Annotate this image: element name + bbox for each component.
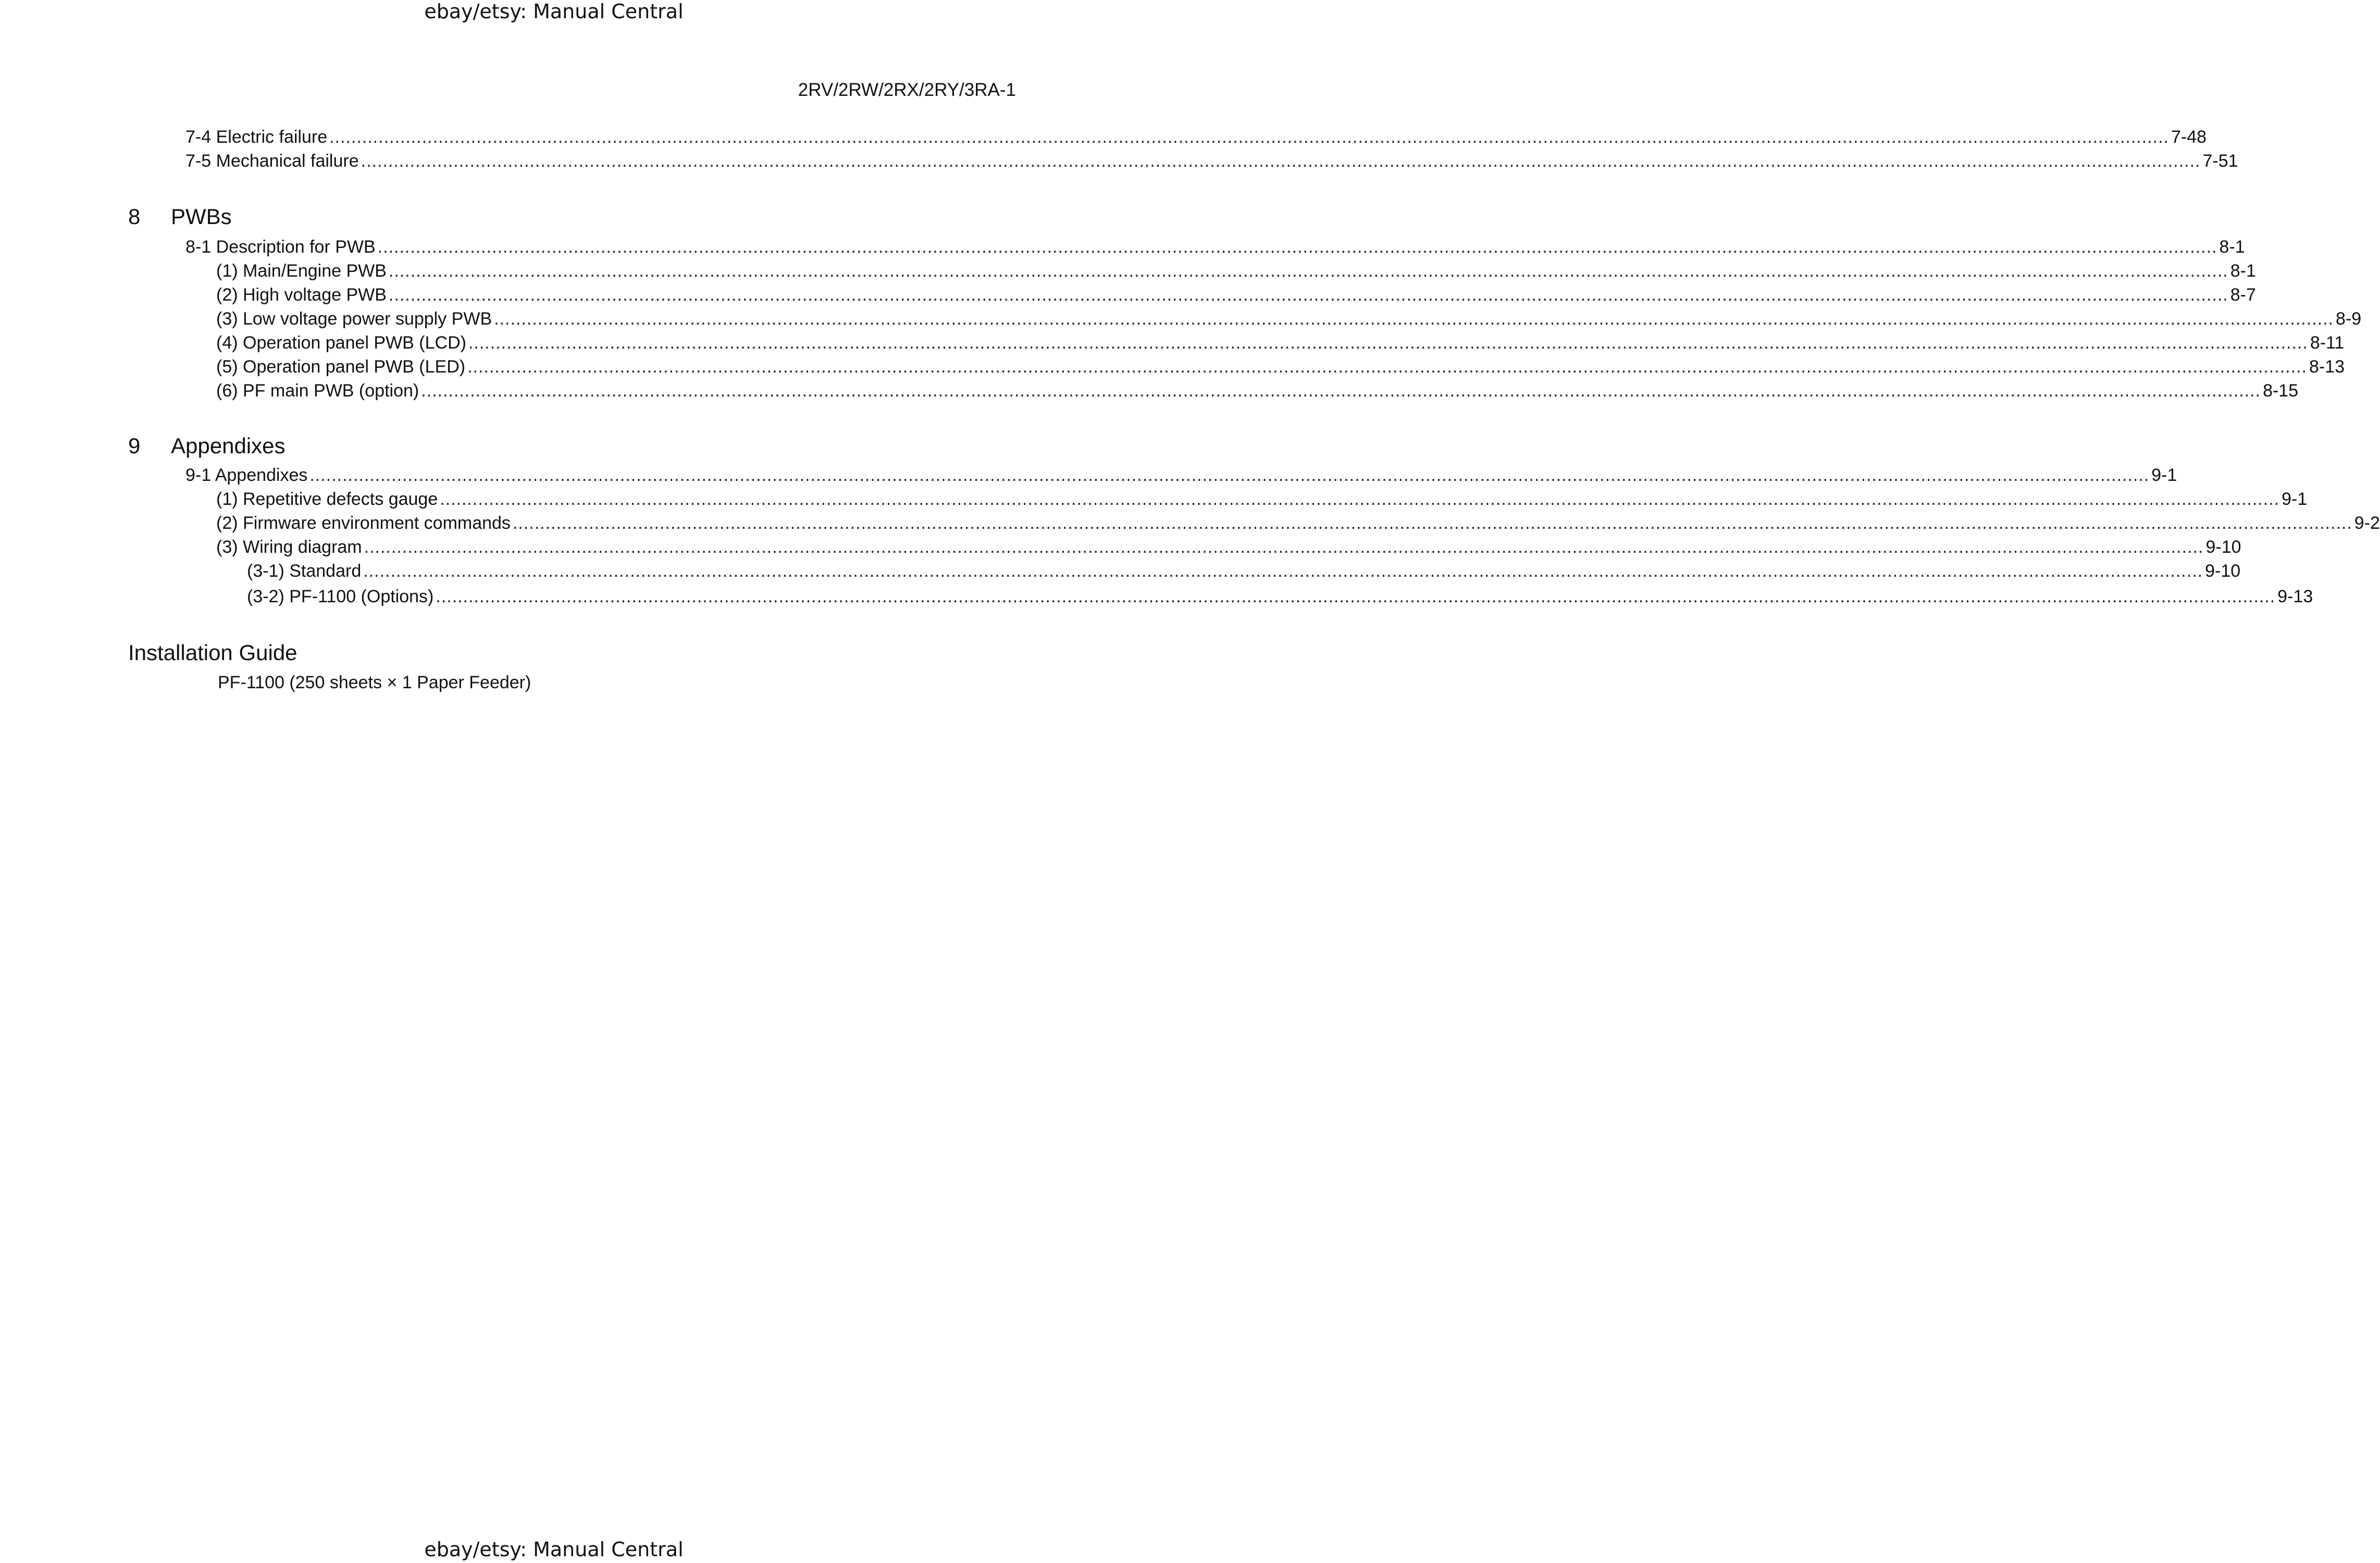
toc-entry[interactable]: [216, 259, 2256, 283]
toc-entry[interactable]: [185, 125, 2207, 149]
chapter-title: PWBs: [171, 204, 232, 229]
dot-leader: ..................................................................................................................................................................................................................................................................................................................................................: [364, 537, 2204, 557]
toc-entry[interactable]: [216, 331, 2345, 355]
toc-entry-title: 7-4 Electric failure: [185, 127, 328, 147]
toc-entry[interactable]: [216, 511, 2380, 535]
dot-leader: ..................................................................................................................................................................................................................................................................................................................................................: [377, 237, 2217, 257]
installation-guide-item[interactable]: PF-1100 (250 sheets × 1 Paper Feeder): [218, 673, 531, 692]
toc-entry[interactable]: [216, 355, 2345, 379]
chapter-heading-9[interactable]: [128, 431, 286, 461]
watermark-top: ebay/etsy: Manual Central: [424, 0, 684, 23]
document-code: 2RV/2RW/2RX/2RY/3RA-1: [798, 80, 1016, 100]
dot-leader: ..................................................................................................................................................................................................................................................................................................................................................: [512, 513, 2352, 533]
toc-entry-title: (3-1) Standard: [247, 561, 362, 581]
dot-leader: ..................................................................................................................................................................................................................................................................................................................................................: [440, 489, 2280, 509]
toc-entry-page: 9-10: [2205, 561, 2241, 581]
toc-entry-page: 8-1: [2219, 237, 2245, 257]
toc-entry[interactable]: [216, 283, 2256, 307]
dot-leader: ..................................................................................................................................................................................................................................................................................................................................................: [329, 127, 2169, 147]
dot-leader: ..................................................................................................................................................................................................................................................................................................................................................: [388, 285, 2228, 305]
toc-entry-title: 7-5 Mechanical failure: [185, 151, 359, 171]
toc-entry-page: 8-13: [2309, 357, 2345, 377]
toc-entry-page: 8-9: [2335, 309, 2362, 329]
toc-entry-title: (3) Wiring diagram: [216, 537, 362, 557]
chapter-title: Appendixes: [171, 433, 286, 458]
installation-guide-heading[interactable]: Installation Guide: [128, 640, 298, 665]
toc-entry[interactable]: [247, 559, 2241, 583]
toc-entry-title: (3-2) PF-1100 (Options): [247, 587, 434, 606]
dot-leader: ..................................................................................................................................................................................................................................................................................................................................................: [309, 465, 2150, 485]
toc-entry-title: (1) Repetitive defects gauge: [216, 489, 438, 509]
toc-entry[interactable]: [185, 463, 2177, 487]
toc-entry-page: 9-10: [2205, 537, 2241, 557]
toc-entry-page: 8-1: [2230, 261, 2256, 281]
toc-entry-title: (6) PF main PWB (option): [216, 381, 419, 401]
toc-entry-page: 8-15: [2263, 381, 2299, 401]
toc-entry[interactable]: [216, 535, 2241, 559]
toc-entry[interactable]: [185, 235, 2245, 259]
dot-leader: ..................................................................................................................................................................................................................................................................................................................................................: [494, 309, 2334, 329]
toc-entry-title: (3) Low voltage power supply PWB: [216, 309, 492, 329]
toc-entry[interactable]: [216, 379, 2299, 403]
dot-leader: ..................................................................................................................................................................................................................................................................................................................................................: [436, 587, 2276, 606]
toc-entry-page: 7-48: [2171, 127, 2207, 147]
dot-leader: ..................................................................................................................................................................................................................................................................................................................................................: [388, 261, 2228, 281]
toc-entry-title: (4) Operation panel PWB (LCD): [216, 333, 466, 353]
dot-leader: ..................................................................................................................................................................................................................................................................................................................................................: [363, 561, 2203, 581]
toc-entry-page: 9-2: [2354, 513, 2380, 533]
toc-entry-page: 8-11: [2310, 333, 2345, 353]
dot-leader: ..................................................................................................................................................................................................................................................................................................................................................: [467, 357, 2307, 377]
toc-entry[interactable]: [247, 585, 2313, 609]
chapter-number: 8: [128, 204, 141, 229]
toc-entry[interactable]: [216, 307, 2362, 331]
toc-entry-page: 9-1: [2151, 465, 2177, 485]
toc-entry[interactable]: [216, 487, 2308, 511]
dot-leader: ..................................................................................................................................................................................................................................................................................................................................................: [361, 151, 2201, 171]
toc-entry-title: (5) Operation panel PWB (LED): [216, 357, 466, 377]
toc-entry-page: 8-7: [2230, 285, 2256, 305]
toc-entry-title: 8-1 Description for PWB: [185, 237, 376, 257]
toc-entry-title: (2) High voltage PWB: [216, 285, 387, 305]
watermark-bottom: ebay/etsy: Manual Central: [424, 1538, 684, 1561]
toc-entry-title: 9-1 Appendixes: [185, 465, 308, 485]
dot-leader: ..................................................................................................................................................................................................................................................................................................................................................: [468, 333, 2308, 353]
toc-entry-page: 9-1: [2282, 489, 2308, 509]
toc-entry-title: (2) Firmware environment commands: [216, 513, 511, 533]
toc-entry-title: (1) Main/Engine PWB: [216, 261, 387, 281]
toc-entry-page: 9-13: [2277, 587, 2313, 606]
chapter-heading-8[interactable]: [128, 202, 232, 231]
toc-entry-page: 7-51: [2202, 151, 2238, 171]
chapter-number: 9: [128, 433, 141, 458]
dot-leader: ..................................................................................................................................................................................................................................................................................................................................................: [421, 381, 2261, 401]
toc-entry[interactable]: [185, 149, 2238, 173]
